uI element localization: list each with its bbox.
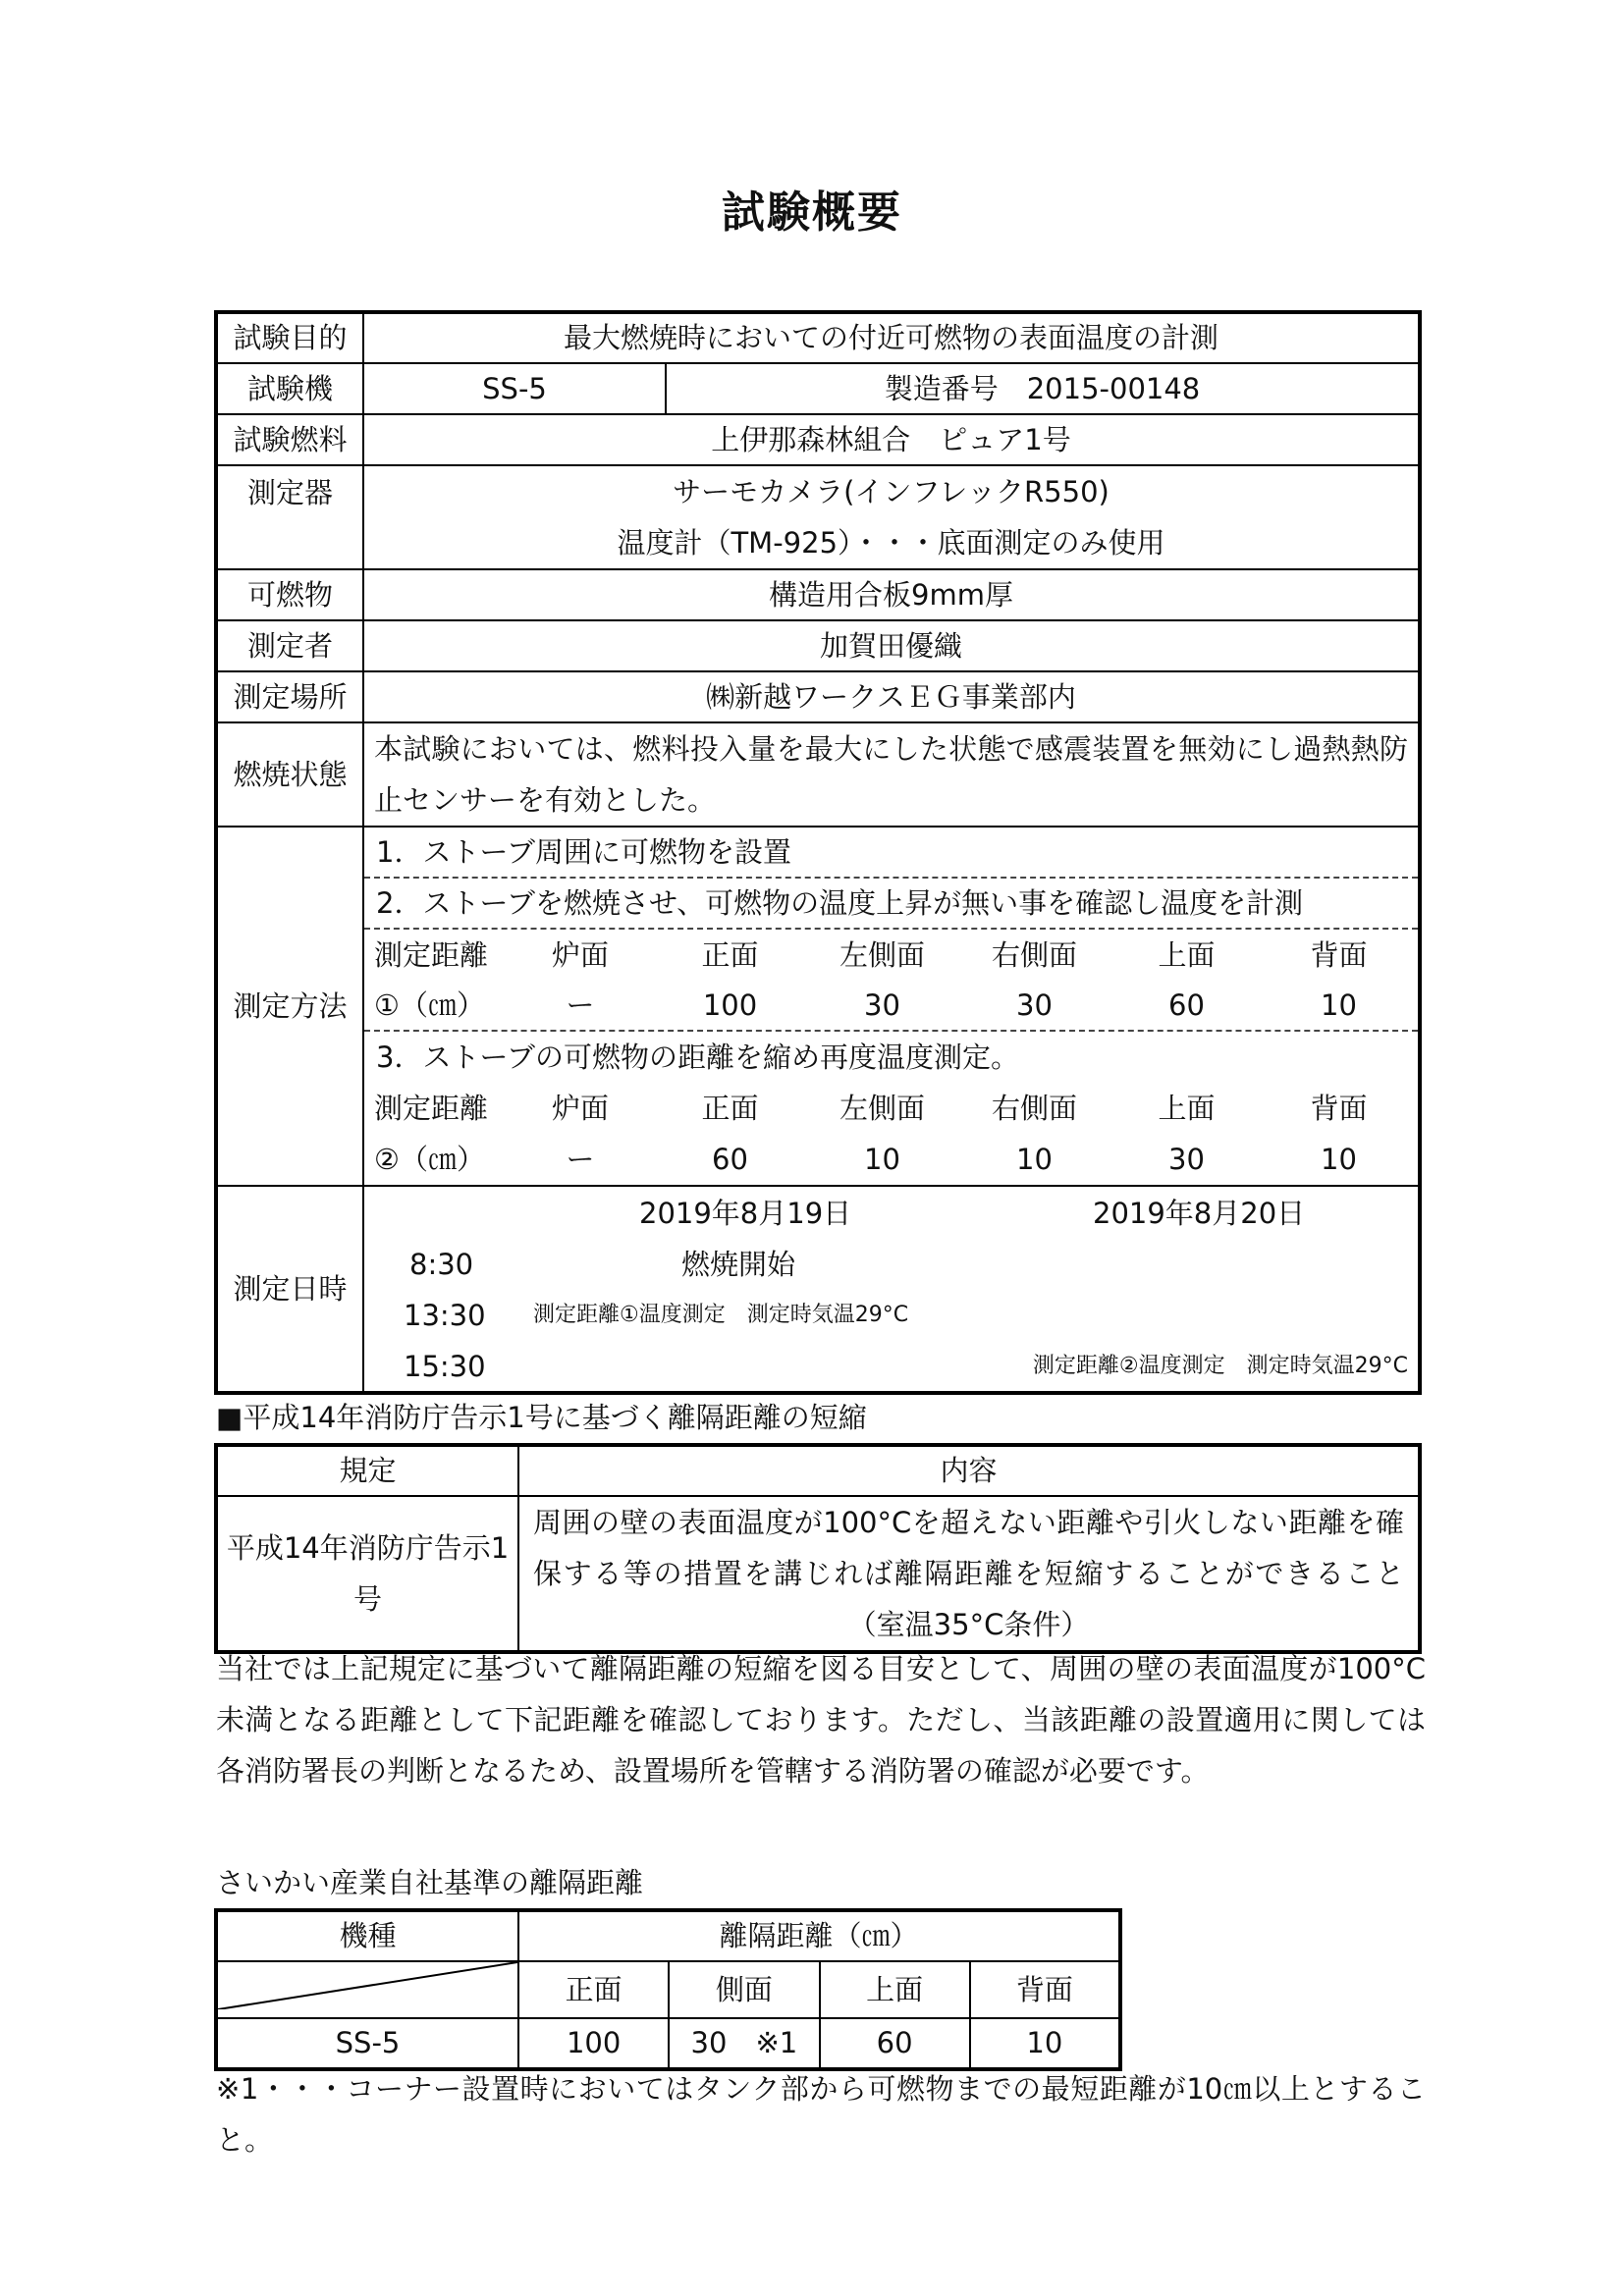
page-title: 試験概要	[722, 187, 902, 238]
d1v-3: 30	[864, 988, 900, 1022]
explanation-paragraph: 当社では上記規定に基づいて離隔距離の短縮を図る目安として、周囲の壁の表面温度が100°C未満となる距離として下記距離を確認しております。ただし、当該距離の設置適用に関しては各消防署長の判断となるため、設置場所を管轄する消防署の確認が必要です。	[216, 1652, 1426, 1788]
distance-label: 離隔距離（㎝）	[518, 1910, 1120, 1961]
event-1: 燃焼開始	[681, 1248, 796, 1281]
fuel-label: 試験燃料	[216, 414, 363, 465]
event-3: 測定距離②温度測定 測定時気温29°C	[1032, 1354, 1408, 1378]
machine-value: SS-5	[363, 363, 666, 414]
date-1: 2019年8月19日	[639, 1197, 852, 1230]
regulation-table	[214, 1443, 1422, 1654]
d1h-5: 上面	[1158, 937, 1216, 972]
d2v-2: 60	[712, 1142, 748, 1176]
fuel-value: 上伊那森林組合 ピュア1号	[363, 414, 1420, 465]
d2h-2: 正面	[701, 1091, 759, 1125]
machine-label: 試験機	[216, 363, 363, 414]
distance-2-header	[364, 1083, 1418, 1134]
value-side: 30 ※1	[669, 2018, 819, 2069]
value-front: 100	[518, 2018, 669, 2069]
d2h-4: 右側面	[991, 1091, 1077, 1125]
d1v-0: ①（㎝）	[374, 988, 485, 1022]
d2h-5: 上面	[1158, 1091, 1216, 1125]
datetime-cell	[363, 1186, 1420, 1393]
method-step-2: 2．ストーブを燃焼させ、可燃物の温度上昇が無い事を確認し温度を計測	[364, 879, 1418, 930]
burn-label: 燃焼状態	[216, 722, 363, 827]
distance-1-values	[364, 981, 1418, 1032]
measurer-value: 加賀田優織	[363, 620, 1420, 671]
instrument-cell	[363, 465, 1420, 569]
d2h-3: 左側面	[839, 1091, 925, 1125]
d1h-1: 炉面	[551, 937, 609, 972]
instrument-value-2: 温度計（TM-925）・・・底面測定のみ使用	[617, 525, 1165, 560]
value-top: 60	[820, 2018, 970, 2069]
regulation-heading: ■平成14年消防庁告示1号に基づく離隔距離の短縮	[216, 1401, 867, 1434]
d2h-6: 背面	[1310, 1091, 1368, 1125]
d1h-4: 右側面	[991, 937, 1077, 972]
d1h-2: 正面	[701, 937, 759, 972]
d1h-0: 測定距離	[374, 937, 489, 972]
instrument-value-1: サーモカメラ(インフレックR550)	[673, 474, 1110, 508]
col-top: 上面	[820, 1961, 970, 2018]
d1v-6: 10	[1321, 988, 1357, 1022]
instrument-label: 測定器	[216, 465, 363, 569]
col-back: 背面	[970, 1961, 1120, 2018]
time-2: 13:30	[404, 1299, 486, 1332]
method-label: 測定方法	[216, 827, 363, 1186]
d2v-4: 10	[1016, 1142, 1053, 1176]
method-step-1: 1．ストーブ周囲に可燃物を設置	[364, 828, 1418, 879]
diagonal-cell	[216, 1961, 518, 2018]
d1v-5: 60	[1168, 988, 1205, 1022]
model-label: 機種	[216, 1910, 518, 1961]
col-side: 側面	[669, 1961, 819, 2018]
method-cell	[363, 827, 1420, 1186]
time-1: 8:30	[409, 1248, 474, 1281]
test-overview-table	[214, 310, 1422, 1395]
d1v-1: ー	[566, 988, 595, 1022]
d2v-0: ②（㎝）	[374, 1142, 485, 1176]
purpose-label: 試験目的	[216, 312, 363, 363]
value-back: 10	[970, 2018, 1120, 2069]
regulation-content: 周囲の壁の表面温度が100°Cを超えない距離や引火しない距離を確保する等の措置を講じれば離隔距離を短縮することができること（室温35°C条件）	[518, 1496, 1420, 1652]
d1v-4: 30	[1016, 988, 1053, 1022]
standard-heading: さいかい産業自社基準の離隔距離	[216, 1866, 644, 1899]
distance-2-values	[364, 1134, 1418, 1185]
combustible-label: 可燃物	[216, 569, 363, 620]
d1h-6: 背面	[1310, 937, 1368, 972]
location-value: ㈱新越ワークスＥＧ事業部内	[363, 671, 1420, 722]
d2v-6: 10	[1321, 1142, 1357, 1176]
regulation-col-rule: 規定	[216, 1445, 518, 1496]
measurer-label: 測定者	[216, 620, 363, 671]
burn-value: 本試験においては、燃料投入量を最大にした状態で感震装置を無効にし過熱熱防止センサーを有効とした。	[363, 722, 1420, 827]
col-front: 正面	[518, 1961, 669, 2018]
regulation-col-content: 内容	[518, 1445, 1420, 1496]
d2v-3: 10	[864, 1142, 900, 1176]
d2v-1: ー	[566, 1142, 595, 1176]
purpose-value: 最大燃焼時においての付近可燃物の表面温度の計測	[363, 312, 1420, 363]
d1v-2: 100	[702, 988, 758, 1022]
d2v-5: 30	[1168, 1142, 1205, 1176]
method-step-3: 3．ストーブの可燃物の距離を縮め再度温度測定。	[376, 1040, 1020, 1074]
combustible-value: 構造用合板9mm厚	[363, 569, 1420, 620]
d2h-1: 炉面	[551, 1091, 609, 1125]
footnote: ※1・・・コーナー設置時においてはタンク部から可燃物までの最短距離が10㎝以上とすること。	[216, 2072, 1426, 2157]
location-label: 測定場所	[216, 671, 363, 722]
serial-value: 製造番号 2015-00148	[666, 363, 1420, 414]
event-2: 測定距離①温度測定 測定時気温29°C	[533, 1303, 909, 1327]
d1h-3: 左側面	[839, 937, 925, 972]
date-2: 2019年8月20日	[1093, 1197, 1306, 1230]
regulation-rule: 平成14年消防庁告示1号	[216, 1496, 518, 1652]
d2h-0: 測定距離	[374, 1091, 489, 1125]
datetime-label: 測定日時	[216, 1186, 363, 1393]
distance-1-header	[364, 930, 1418, 981]
standard-distance-table	[214, 1908, 1122, 2071]
model-value: SS-5	[216, 2018, 518, 2069]
diagonal-line	[218, 1962, 517, 2009]
time-3: 15:30	[404, 1350, 486, 1383]
